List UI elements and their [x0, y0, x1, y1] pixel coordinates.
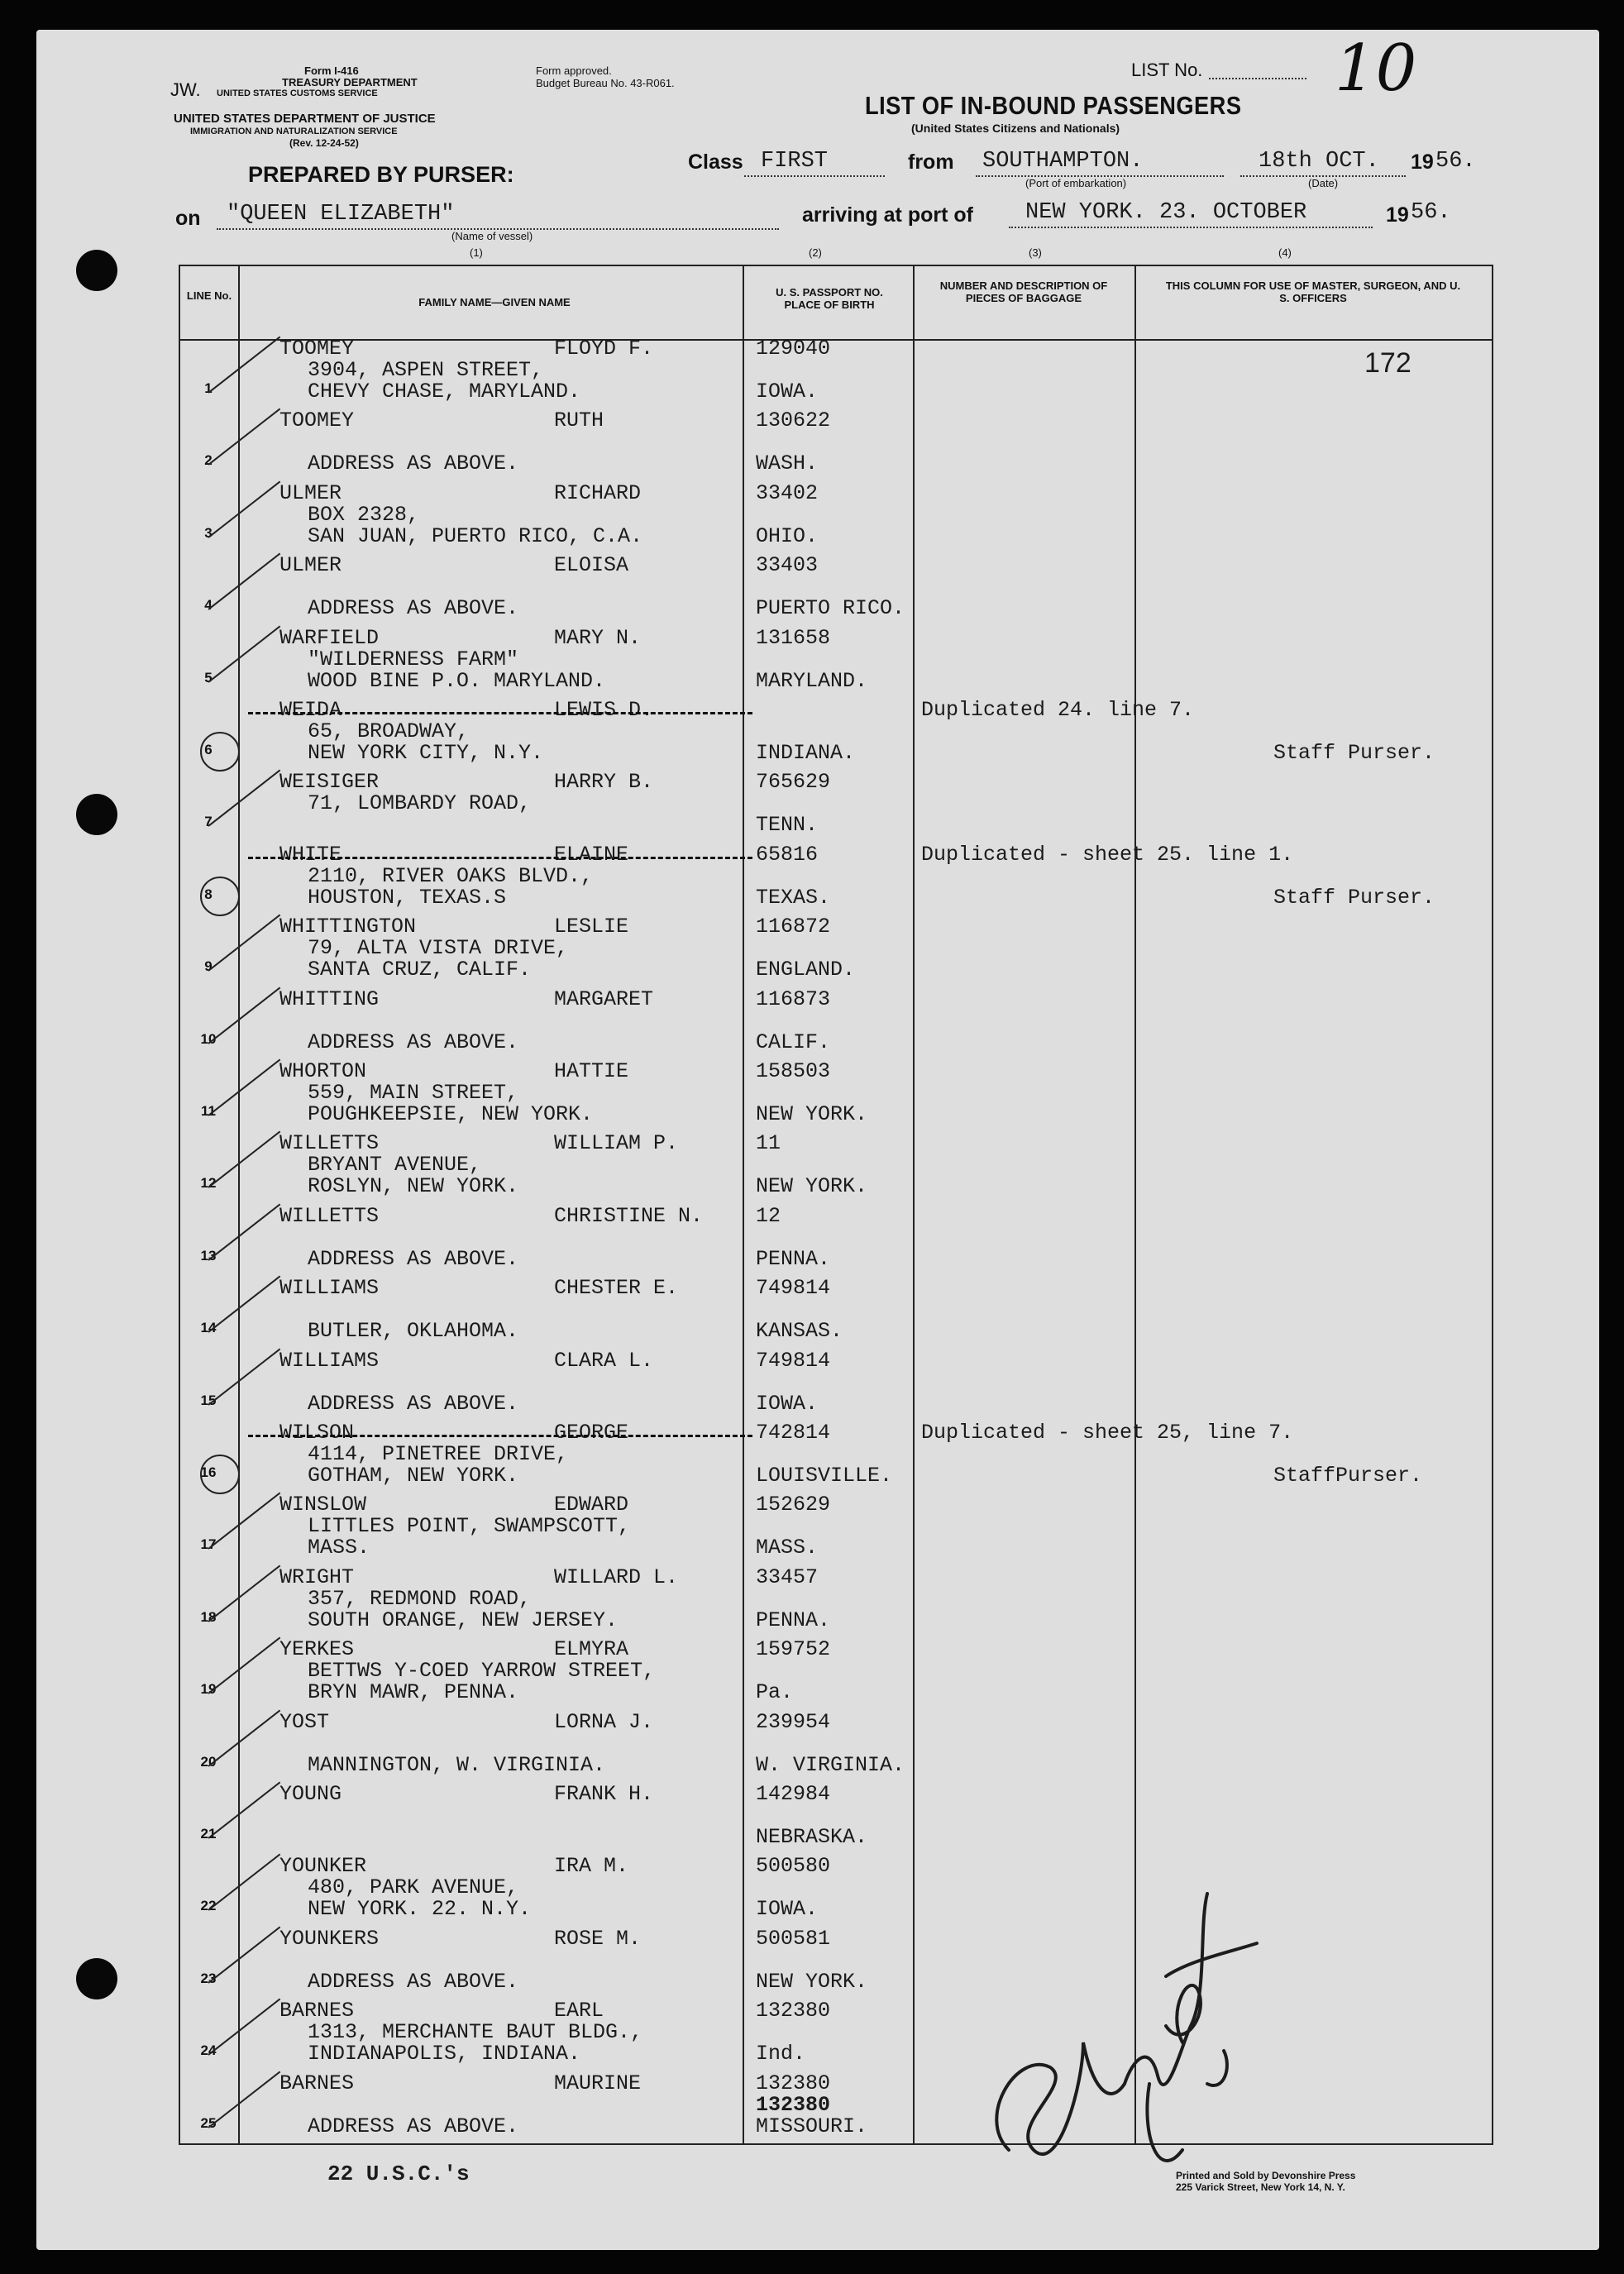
place-of-birth: WASH.	[756, 451, 819, 476]
family-name: WARFIELD	[279, 625, 380, 650]
line-number: 10	[200, 1030, 217, 1047]
place-of-birth: MARYLAND.	[756, 668, 868, 693]
line-number: 8	[204, 886, 213, 902]
family-name: YOUNKERS	[279, 1926, 380, 1951]
list-number-label: LIST No.	[1131, 60, 1203, 80]
family-name: WEISIGER	[279, 770, 380, 795]
col-num-4: (4)	[1278, 246, 1292, 259]
passport-number: 239954	[756, 1709, 831, 1734]
staff-purser: StaffPurser.	[1273, 1464, 1423, 1488]
address-line-1: LITTLES POINT, SWAMPSCOTT,	[308, 1514, 631, 1539]
form-subtitle: (United States Citizens and Nationals)	[911, 122, 1120, 135]
arrival-year: 56.	[1411, 200, 1451, 225]
footer-statute: 22 U.S.C.'s	[327, 2162, 470, 2186]
address-line-1: BETTWS Y-COED YARROW STREET,	[308, 1659, 656, 1684]
line-number: 24	[200, 2042, 217, 2059]
place-of-birth: PUERTO RICO.	[756, 596, 905, 621]
header-baggage: NUMBER AND DESCRIPTION OF PIECES OF BAGGAGE	[939, 279, 1108, 304]
given-name: RICHARD	[554, 480, 642, 505]
strike-through-line	[248, 1435, 752, 1437]
address-line-2: ADDRESS AS ABOVE.	[308, 1969, 519, 1994]
line-number: 3	[204, 524, 213, 541]
given-name: WILLARD L.	[554, 1565, 679, 1589]
given-name: GEORGE	[554, 1421, 629, 1445]
punch-hole	[76, 794, 117, 835]
place-of-birth: KANSAS.	[756, 1319, 843, 1344]
given-name: CHRISTINE N.	[554, 1203, 704, 1228]
budget-bureau: Budget Bureau No. 43-R061.	[536, 77, 675, 89]
place-of-birth: NEW YORK.	[756, 1102, 868, 1126]
address-line-2: GOTHAM, NEW YORK.	[308, 1464, 519, 1488]
vessel-name: "QUEEN ELIZABETH"	[227, 202, 455, 227]
address-line-1: 1313, MERCHANTE BAUT BLDG.,	[308, 2020, 643, 2045]
given-name: LORNA J.	[554, 1709, 654, 1734]
address-line-1: BOX 2328,	[308, 502, 420, 527]
given-name: FLOYD F.	[554, 337, 654, 361]
passport-number: 12	[756, 1203, 781, 1228]
family-name: ULMER	[279, 553, 342, 578]
given-name: MARGARET	[554, 987, 654, 1011]
place-of-birth: NEW YORK.	[756, 1174, 868, 1199]
address-line-2: ADDRESS AS ABOVE.	[308, 1246, 519, 1271]
col-num-1: (1)	[470, 246, 483, 259]
column-divider	[743, 266, 744, 2143]
passport-number: 500580	[756, 1854, 831, 1879]
line-number: 13	[200, 1247, 217, 1264]
line-number: 25	[200, 2114, 217, 2131]
family-name: ULMER	[279, 480, 342, 505]
family-name: YOUNG	[279, 1782, 342, 1806]
line-number: 19	[200, 1681, 217, 1698]
punch-hole	[76, 1958, 117, 1999]
printer-line-2: 225 Varick Street, New York 14, N. Y.	[1176, 2181, 1345, 2193]
date-caption: (Date)	[1308, 177, 1339, 189]
port-of-embarkation: SOUTHAMPTON.	[982, 149, 1144, 174]
passport-number: 33403	[756, 553, 819, 578]
family-name: YERKES	[279, 1637, 355, 1662]
place-of-birth: IOWA.	[756, 380, 819, 404]
given-name: ROSE M.	[554, 1926, 642, 1951]
ins-service: IMMIGRATION AND NATURALIZATION SERVICE	[190, 127, 398, 136]
header-officers: THIS COLUMN FOR USE OF MASTER, SURGEON, AND U. S. OFFICERS	[1165, 279, 1461, 304]
inspector-signature	[959, 1877, 1290, 2208]
line-number: 12	[200, 1175, 217, 1192]
class-value: FIRST	[761, 149, 829, 174]
family-name: WHORTON	[279, 1059, 367, 1083]
revision-date: (Rev. 12-24-52)	[289, 137, 359, 149]
line-number: 15	[200, 1392, 217, 1408]
given-name: HARRY B.	[554, 770, 654, 795]
address-line-1: 2110, RIVER OAKS BLVD.,	[308, 863, 594, 888]
address-line-2: INDIANAPOLIS, INDIANA.	[308, 2042, 581, 2066]
line-number: 14	[200, 1320, 217, 1336]
given-name: MARY N.	[554, 625, 642, 650]
duplicate-note: Duplicated 24. line 7.	[921, 698, 1195, 722]
form-approved: Form approved.	[536, 64, 612, 77]
address-line-1: 71, LOMBARDY ROAD,	[308, 791, 532, 816]
family-name: TOOMEY	[279, 337, 355, 361]
family-name: WILLIAMS	[279, 1276, 380, 1301]
family-name: WILLETTS	[279, 1131, 380, 1156]
address-line-1: 79, ALTA VISTA DRIVE,	[308, 936, 569, 961]
given-name: LEWIS D.	[554, 698, 654, 722]
arrival-port-date: NEW YORK. 23. OCTOBER	[1025, 200, 1307, 225]
address-line-2: BUTLER, OKLAHOMA.	[308, 1319, 519, 1344]
family-name: WILLIAMS	[279, 1348, 380, 1373]
from-label: from	[908, 150, 954, 174]
address-line-2: ADDRESS AS ABOVE.	[308, 596, 519, 621]
staff-purser: Staff Purser.	[1273, 885, 1435, 910]
passport-number: 142984	[756, 1782, 831, 1806]
dept-justice: UNITED STATES DEPARTMENT OF JUSTICE	[174, 112, 436, 126]
given-name: WILLIAM P.	[554, 1131, 679, 1156]
family-name: YOUNKER	[279, 1854, 367, 1879]
line-number: 5	[204, 669, 213, 686]
circled-line-marker	[200, 877, 240, 916]
line-number: 6	[204, 742, 213, 757]
line-number: 16	[200, 1464, 217, 1480]
address-line-2: ADDRESS AS ABOVE.	[308, 1030, 519, 1054]
on-label: on	[175, 207, 201, 230]
place-of-birth: Ind.	[756, 2042, 806, 2066]
place-of-birth: IOWA.	[756, 1897, 819, 1922]
arrival-year-prefix: 19	[1386, 203, 1409, 227]
address-line-2: WOOD BINE P.O. MARYLAND.	[308, 668, 606, 693]
family-name: BARNES	[279, 2071, 355, 2095]
line-number: 20	[200, 1753, 217, 1770]
given-name: ELOISA	[554, 553, 629, 578]
passport-number: 33457	[756, 1565, 819, 1589]
family-name: WEIDA	[279, 698, 342, 722]
strike-through-line	[248, 712, 752, 714]
duplicate-note: Duplicated - sheet 25, line 7.	[921, 1421, 1294, 1445]
form-title: LIST OF IN-BOUND PASSENGERS	[865, 91, 1242, 120]
family-name: WILSON	[279, 1421, 355, 1445]
passport-number: 129040	[756, 337, 831, 361]
line-number: 7	[204, 814, 213, 830]
address-line-1: 3904, ASPEN STREET,	[308, 358, 544, 382]
family-name: WINSLOW	[279, 1493, 367, 1517]
family-name: WHITTING	[279, 987, 380, 1011]
address-line-2: SANTA CRUZ, CALIF.	[308, 958, 532, 982]
place-of-birth: NEBRASKA.	[756, 1825, 868, 1849]
passport-number: 131658	[756, 625, 831, 650]
port-embark-caption: (Port of embarkation)	[1025, 177, 1127, 189]
address-line-1: 4114, PINETREE DRIVE,	[308, 1442, 569, 1466]
strike-through-line	[248, 857, 752, 859]
address-line-2: CHEVY CHASE, MARYLAND.	[308, 380, 581, 404]
given-name: ELMYRA	[554, 1637, 629, 1662]
passport-number: 159752	[756, 1637, 831, 1662]
address-line-2: HOUSTON, TEXAS.S	[308, 885, 507, 910]
passport-number-corrected: 132380	[756, 2092, 831, 2117]
passport-number: 765629	[756, 770, 831, 795]
initials: JW.	[170, 79, 201, 100]
given-name: IRA M.	[554, 1854, 629, 1879]
family-name: YOST	[279, 1709, 330, 1734]
given-name: HATTIE	[554, 1059, 629, 1083]
family-name: WILLETTS	[279, 1203, 380, 1228]
arrival-line	[1009, 227, 1373, 228]
line-number: 1	[204, 380, 213, 396]
header-passport: U. S. PASSPORT NO. PLACE OF BIRTH	[776, 286, 883, 311]
address-line-2: ROSLYN, NEW YORK.	[308, 1174, 519, 1199]
given-name: MAURINE	[554, 2071, 642, 2095]
duplicate-note: Duplicated - sheet 25. line 1.	[921, 842, 1294, 867]
class-label: Class	[688, 150, 743, 174]
passport-number: 116873	[756, 987, 831, 1011]
line-number: 18	[200, 1608, 217, 1625]
place-of-birth: MISSOURI.	[756, 2114, 868, 2138]
passport-number: 33402	[756, 480, 819, 505]
header-family-name: FAMILY NAME—GIVEN NAME	[418, 296, 571, 308]
form-number: Form I-416	[304, 64, 359, 77]
place-of-birth: Pa.	[756, 1680, 794, 1705]
list-number-line	[1209, 78, 1306, 79]
family-name: TOOMEY	[279, 408, 355, 433]
page-stamp-number: 172	[1364, 347, 1411, 379]
place-of-birth: W. VIRGINIA.	[756, 1752, 905, 1777]
passport-number: 500581	[756, 1926, 831, 1951]
departure-date: 18th OCT.	[1259, 149, 1379, 174]
place-of-birth: IOWA.	[756, 1391, 819, 1416]
given-name: RUTH	[554, 408, 604, 433]
header-line-no: LINE No.	[186, 289, 232, 302]
place-of-birth: MASS.	[756, 1536, 819, 1560]
passport-number: 132380	[756, 1999, 831, 2023]
line-number: 2	[204, 452, 213, 469]
given-name: FRANK H.	[554, 1782, 654, 1806]
place-of-birth: OHIO.	[756, 523, 819, 548]
line-number: 17	[200, 1536, 217, 1553]
circled-line-marker	[200, 732, 240, 772]
address-line-2: POUGHKEEPSIE, NEW YORK.	[308, 1102, 594, 1126]
address-line-1: 480, PARK AVENUE,	[308, 1875, 519, 1900]
family-name: WHITTINGTON	[279, 915, 417, 939]
punch-hole	[76, 250, 117, 291]
passport-number: 742814	[756, 1421, 831, 1445]
place-of-birth: CALIF.	[756, 1030, 831, 1054]
passport-number: 749814	[756, 1276, 831, 1301]
treasury-dept: TREASURY DEPARTMENT	[282, 76, 418, 88]
address-line-1: BRYANT AVENUE,	[308, 1153, 482, 1178]
passport-number: 152629	[756, 1493, 831, 1517]
passport-number: 132380	[756, 2071, 831, 2095]
vessel-caption: (Name of vessel)	[451, 230, 533, 242]
circled-line-marker	[200, 1455, 240, 1494]
address-line-1: 559, MAIN STREET,	[308, 1081, 519, 1105]
line-number: 9	[204, 958, 213, 975]
customs-service: UNITED STATES CUSTOMS SERVICE	[217, 88, 378, 98]
address-line-2: ADDRESS AS ABOVE.	[308, 2114, 519, 2138]
col-num-3: (3)	[1029, 246, 1042, 259]
place-of-birth: PENNA.	[756, 1246, 831, 1271]
line-number: 23	[200, 1970, 217, 1986]
prepared-by-purser: PREPARED BY PURSER:	[248, 162, 514, 187]
address-line-2: BRYN MAWR, PENNA.	[308, 1680, 519, 1705]
address-line-2: NEW YORK. 22. N.Y.	[308, 1897, 532, 1922]
year-prefix: 19	[1411, 150, 1434, 174]
place-of-birth: PENNA.	[756, 1608, 831, 1632]
staff-purser: Staff Purser.	[1273, 741, 1435, 765]
line-number: 22	[200, 1898, 217, 1914]
passport-number: 11	[756, 1131, 781, 1156]
list-number-handwritten: 10	[1335, 31, 1417, 106]
col-num-2: (2)	[809, 246, 822, 259]
address-line-2: ADDRESS AS ABOVE.	[308, 1391, 519, 1416]
given-name: EARL	[554, 1999, 604, 2023]
class-line	[744, 175, 885, 177]
address-line-1: 357, REDMOND ROAD,	[308, 1586, 532, 1611]
given-name: EDWARD	[554, 1493, 629, 1517]
address-line-2: ADDRESS AS ABOVE.	[308, 451, 519, 476]
address-line-2: MANNINGTON, W. VIRGINIA.	[308, 1752, 606, 1777]
line-number: 4	[204, 597, 213, 614]
family-name: WHITE	[279, 842, 342, 867]
given-name: ELAINE	[554, 842, 629, 867]
passport-number: 116872	[756, 915, 831, 939]
column-divider	[1134, 266, 1136, 2143]
given-name: CHESTER E.	[554, 1276, 679, 1301]
place-of-birth: ENGLAND.	[756, 958, 856, 982]
arriving-label: arriving at port of	[802, 203, 973, 227]
given-name: CLARA L.	[554, 1348, 654, 1373]
line-number: 21	[200, 1826, 217, 1842]
place-of-birth: INDIANA.	[756, 741, 856, 765]
address-line-1: 65, BROADWAY,	[308, 719, 470, 743]
place-of-birth: TENN.	[756, 813, 819, 838]
address-line-2: SOUTH ORANGE, NEW JERSEY.	[308, 1608, 619, 1632]
address-line-1: "WILDERNESS FARM"	[308, 647, 519, 671]
passport-number: 130622	[756, 408, 831, 433]
address-line-2: SAN JUAN, PUERTO RICO, C.A.	[308, 523, 643, 548]
column-divider	[913, 266, 915, 2143]
family-name: BARNES	[279, 1999, 355, 2023]
address-line-2: MASS.	[308, 1536, 370, 1560]
place-of-birth: LOUISVILLE.	[756, 1464, 893, 1488]
given-name: LESLIE	[554, 915, 629, 939]
passport-number: 158503	[756, 1059, 831, 1083]
place-of-birth: TEXAS.	[756, 885, 831, 910]
place-of-birth: NEW YORK.	[756, 1969, 868, 1994]
address-line-2: NEW YORK CITY, N.Y.	[308, 741, 544, 765]
passport-number: 65816	[756, 842, 819, 867]
passport-number: 749814	[756, 1348, 831, 1373]
column-divider	[238, 266, 240, 2143]
line-number: 11	[201, 1103, 216, 1119]
printer-line-1: Printed and Sold by Devonshire Press	[1176, 2170, 1356, 2181]
departure-year: 56.	[1435, 149, 1476, 174]
family-name: WRIGHT	[279, 1565, 355, 1589]
